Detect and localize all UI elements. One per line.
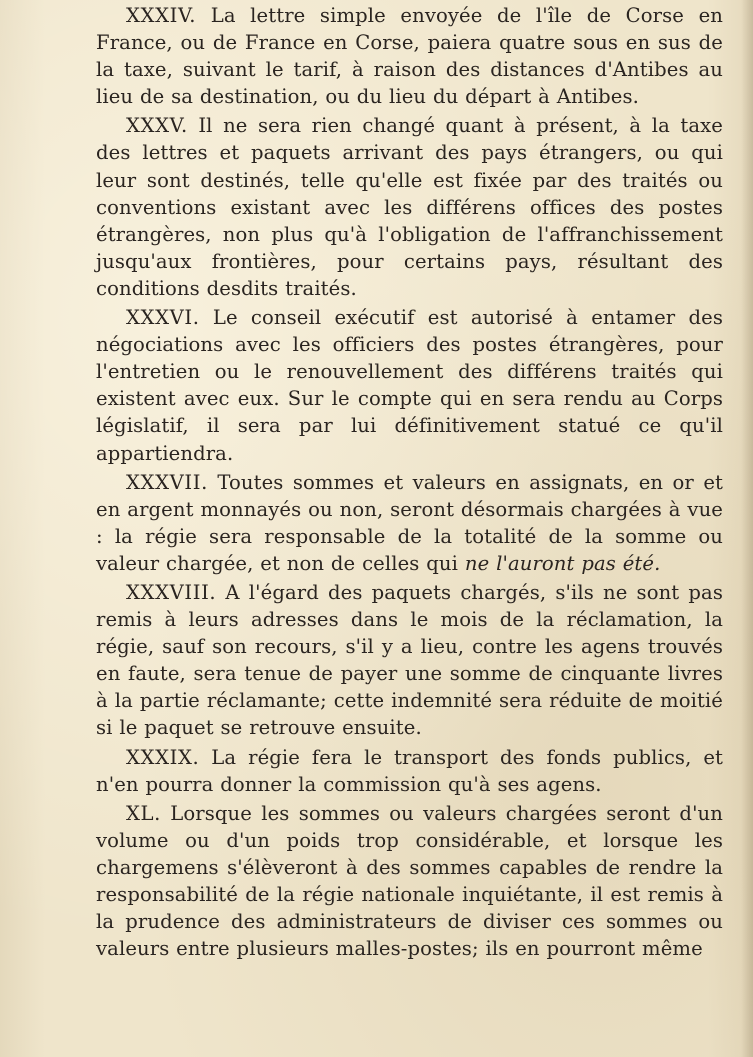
article-36 [96, 304, 723, 467]
article-text: Il ne sera rien changé quant à présent, à la taxe des lettres et paquets arrivant des pays étrangers, ou qui leur sont destinés, telle qu'elle est fixée par des traités ou conventions existant avec les différens offices des postes étrangères, non plus qu'à l'obligation de l'affranchissement jusqu'aux frontières, pour certains pays, résultant des conditions desdits traités. [96, 114, 723, 300]
article-text: Toutes sommes et valeurs en assignats, en or et en argent monnayés ou non, seront désormais chargées à vue : la régie sera responsable de la totalité de la somme ou valeur chargée, et non de celles qui [96, 470, 723, 575]
article-text-italic: ne l'auront pas été. [464, 551, 661, 575]
article-text: A l'égard des paquets chargés, s'ils ne sont pas remis à leurs adresses dans le mois de la réclamation, la régie, sauf son recours, s'il y a lieu, contre les agens trouvés en faute, sera tenue de payer une somme de cinquante livres à la partie réclamante; cette indemnité sera réduite de moitié si le paquet se retrouve ensuite. [96, 580, 723, 740]
article-text: La lettre simple envoyée de l'île de Corse en France, ou de France en Corse, paiera quatre sous en sus de la taxe, suivant le tarif, à raison des distances d'Antibes au lieu de sa destination, ou du lieu du départ à Antibes. [96, 4, 723, 109]
article-40 [96, 800, 723, 963]
article-38 [96, 579, 723, 742]
article-number: XL. [126, 801, 161, 825]
article-35 [96, 112, 723, 302]
article-number: XXXVII. [126, 470, 208, 494]
page-edge-shadow [741, 0, 753, 1057]
article-37 [96, 469, 723, 577]
article-number: XXXVI. [126, 306, 200, 330]
article-34 [96, 2, 723, 110]
article-number: XXXIV. [126, 4, 197, 27]
article-text: Lorsque les sommes ou valeurs chargées seront d'un volume ou d'un poids trop considérable, et lorsque les chargemens s'élèveront à des sommes capables de rendre la responsabilité de la régie nationale inquiétante, il est remis à la prudence des administrateurs de diviser ces sommes ou valeurs entre plusieurs malles-postes; ils en pourront même [96, 801, 723, 961]
article-number: XXXIX. [126, 745, 200, 769]
article-39 [96, 744, 723, 798]
document-page [96, 2, 723, 962]
article-text: Le conseil exécutif est autorisé à entamer des négociations avec les officiers des postes étrangères, pour l'entretien ou le renouvellement des différens traités qui existent avec eux. Sur le compte qui en sera rendu au Corps législatif, il sera par lui définitivement statué ce qu'il appartiendra. [96, 306, 723, 465]
article-number: XXXV. [126, 114, 188, 138]
article-text: La régie fera le transport des fonds publics, et n'en pourra donner la commission qu'à ses agens. [96, 745, 723, 796]
article-number: XXXVIII. [126, 580, 217, 604]
